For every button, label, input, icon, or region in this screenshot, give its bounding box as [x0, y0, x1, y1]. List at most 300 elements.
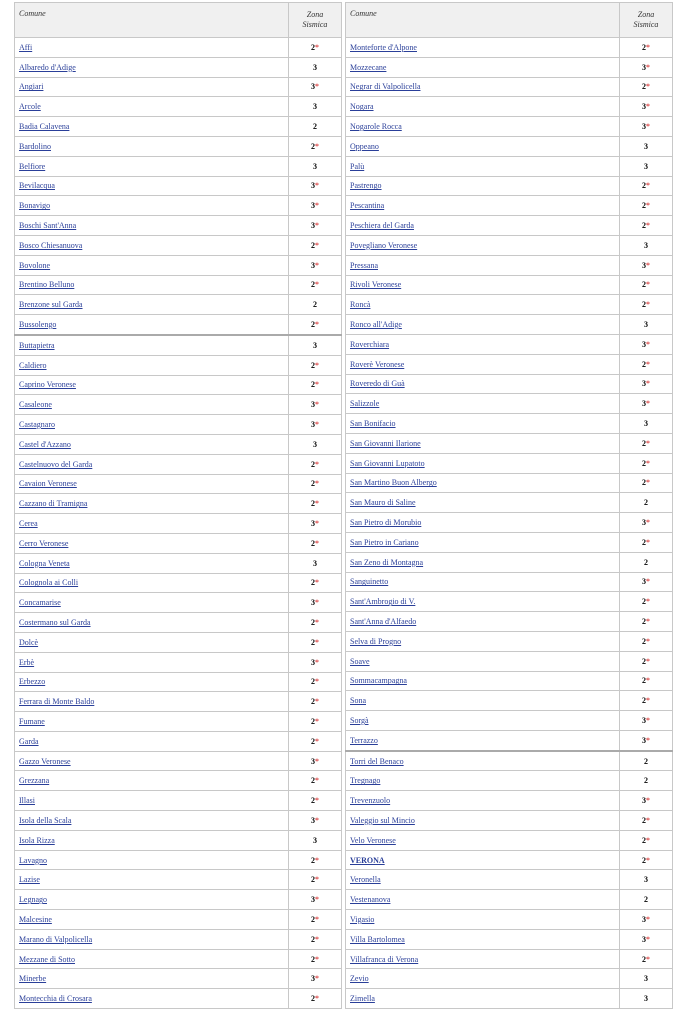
zona-sismica-cell [289, 712, 342, 732]
zone-value: 3 [642, 518, 646, 528]
comune-cell [346, 453, 620, 473]
comune-link[interactable]: Cavaion Veronese [19, 479, 77, 489]
zone-value: 2 [311, 934, 315, 944]
zone-asterisk: * [315, 380, 319, 390]
comune-cell [346, 334, 620, 354]
comune-cell [346, 176, 620, 196]
comune-link[interactable]: Badia Calavena [19, 122, 70, 132]
table-row [15, 315, 342, 335]
comune-link[interactable]: Cazzano di Tramigna [19, 499, 88, 509]
zona-sismica-cell [620, 552, 673, 572]
table-row [15, 514, 342, 534]
comune-link[interactable]: Trevenzuolo [350, 796, 391, 806]
zona-sismica-cell [620, 156, 673, 176]
comune-cell [346, 295, 620, 315]
comune-link[interactable]: Castel d'Azzano [19, 439, 71, 449]
zona-sismica-cell [289, 315, 342, 335]
zone-value: 2 [311, 479, 315, 489]
table-row [15, 771, 342, 791]
table-row [346, 929, 673, 949]
zone-asterisk: * [315, 598, 319, 608]
comune-link[interactable]: Concamarise [19, 598, 61, 608]
zone-value: 2 [311, 716, 315, 726]
table-row [15, 395, 342, 415]
table-row [346, 850, 673, 870]
zona-sismica-cell [620, 493, 673, 513]
zona-sismica-cell [620, 196, 673, 216]
comune-link[interactable]: Illasi [19, 796, 35, 806]
zone-value: 3 [642, 339, 646, 349]
zone-value: 2 [311, 240, 315, 250]
table-row [346, 315, 673, 335]
zona-sismica-cell [289, 751, 342, 771]
zone-asterisk: * [646, 221, 650, 231]
comune-link[interactable]: Lavagno [19, 855, 47, 865]
zona-sismica-cell [620, 791, 673, 811]
comune-link[interactable]: Caldiero [19, 360, 47, 370]
comune-cell [15, 355, 289, 375]
table-row [346, 969, 673, 989]
zone-asterisk: * [315, 815, 319, 825]
zone-value: 2 [642, 280, 646, 290]
header-comune: Comune [15, 3, 289, 38]
table-row [15, 434, 342, 454]
zona-sismica-cell [289, 870, 342, 890]
zone-asterisk: * [646, 815, 650, 825]
zone-value: 2 [642, 478, 646, 488]
zona-sismica-cell [289, 692, 342, 712]
zone-value: 3 [311, 82, 315, 92]
zone-asterisk: * [646, 518, 650, 528]
comune-cell [346, 394, 620, 414]
table-row [346, 870, 673, 890]
table-row [346, 77, 673, 97]
comune-cell [346, 969, 620, 989]
comune-link[interactable]: Malcesine [19, 914, 52, 924]
comune-link[interactable]: Belfiore [19, 161, 46, 171]
zone-asterisk: * [315, 677, 319, 687]
comune-cell [346, 751, 620, 771]
zone-value: 3 [642, 914, 646, 924]
comune-cell [15, 295, 289, 315]
comune-cell [15, 949, 289, 969]
comune-link[interactable]: Casaleone [19, 400, 52, 410]
zone-value: 2 [313, 122, 317, 132]
comune-cell [15, 97, 289, 117]
comune-cell [346, 552, 620, 572]
zona-sismica-cell [289, 57, 342, 77]
comune-link[interactable]: Bardolino [19, 141, 51, 151]
comune-cell [15, 136, 289, 156]
zone-asterisk: * [315, 260, 319, 270]
table-row [15, 791, 342, 811]
zone-value: 2 [311, 618, 315, 627]
header-zona-sismica: Zona Sismica [620, 3, 673, 38]
comune-link[interactable]: Cerro Veronese [19, 538, 69, 548]
comune-link[interactable]: Selva di Progno [350, 636, 402, 646]
comune-link[interactable]: Affi [19, 42, 33, 52]
comune-link[interactable]: Velo Veronese [350, 835, 396, 845]
comune-cell [15, 454, 289, 474]
zona-sismica-cell [620, 117, 673, 137]
zona-sismica-cell [289, 255, 342, 275]
comune-link[interactable]: Rivoli Veronese [350, 280, 402, 290]
zona-sismica-cell [620, 453, 673, 473]
comune-cell [15, 514, 289, 534]
comune-link[interactable]: Pastrengo [350, 181, 382, 191]
zone-asterisk: * [646, 82, 650, 92]
comune-link[interactable]: Colognola ai Colli [19, 578, 79, 588]
table-row [15, 969, 342, 989]
zone-value: 2 [311, 697, 315, 707]
zone-value: 2 [311, 459, 315, 469]
zona-sismica-cell [620, 473, 673, 493]
comune-link[interactable]: Villafranca di Verona [350, 954, 419, 964]
table-row [346, 414, 673, 434]
zona-sismica-cell [620, 334, 673, 354]
zone-asterisk: * [315, 776, 319, 786]
comune-cell [15, 870, 289, 890]
zone-asterisk: * [315, 618, 319, 627]
zona-sismica-cell [620, 216, 673, 236]
table-row [346, 216, 673, 236]
comune-link[interactable]: Villa Bartolomea [350, 934, 405, 944]
comune-link[interactable]: Sona [350, 696, 366, 706]
zone-value: 2 [642, 359, 646, 369]
zone-value: 2 [311, 637, 315, 647]
zone-value: 3 [313, 439, 317, 449]
table-row [15, 494, 342, 514]
table-row [346, 354, 673, 374]
comune-link[interactable]: Arcole [19, 102, 41, 112]
zone-value: 2 [642, 438, 646, 448]
comune-cell [346, 830, 620, 850]
comune-link[interactable]: VERONA [350, 855, 385, 865]
comune-link[interactable]: San Zeno di Montagna [350, 557, 424, 567]
comune-link[interactable]: Tregnago [350, 776, 381, 786]
comune-cell [15, 156, 289, 176]
comune-link[interactable]: Monteforte d'Alpone [350, 42, 417, 52]
comune-cell [15, 929, 289, 949]
zona-sismica-cell [620, 315, 673, 335]
comune-link[interactable]: Grezzana [19, 776, 50, 786]
zone-value: 3 [311, 201, 315, 211]
zona-sismica-cell [620, 255, 673, 275]
comune-link[interactable]: Erbè [19, 657, 35, 667]
comune-link[interactable]: Terrazzo [350, 735, 378, 745]
zone-value: 2 [644, 776, 648, 786]
zone-value: 2 [642, 537, 646, 547]
comune-link[interactable]: San Pietro di Morubio [350, 518, 422, 528]
comune-cell [346, 711, 620, 731]
comune-link[interactable]: Vigasio [350, 914, 375, 924]
zone-asterisk: * [646, 577, 650, 587]
zona-sismica-cell [620, 235, 673, 255]
comune-link[interactable]: Legnago [19, 895, 47, 905]
comune-link[interactable]: Bevilacqua [19, 181, 55, 191]
zone-value: 3 [311, 420, 315, 430]
comune-link[interactable]: Marano di Valpolicella [19, 934, 93, 944]
comune-link[interactable]: Cerea [19, 519, 38, 529]
comune-link[interactable]: Roverè Veronese [350, 359, 405, 369]
comune-link[interactable]: Veronella [350, 875, 381, 885]
header-comune: Comune [346, 3, 620, 38]
table-row [15, 632, 342, 652]
zone-value: 2 [642, 82, 646, 92]
comune-link[interactable]: San Martino Buon Albergo [350, 478, 437, 488]
table-row [15, 949, 342, 969]
zona-sismica-cell [620, 394, 673, 414]
zone-value: 3 [311, 895, 315, 905]
table-row [15, 216, 342, 236]
comune-link[interactable]: San Pietro in Cariano [350, 537, 419, 547]
comune-cell [15, 830, 289, 850]
zona-sismica-cell [620, 671, 673, 691]
comune-link[interactable]: Vestenanova [350, 895, 391, 905]
zona-sismica-cell [620, 751, 673, 771]
comune-link[interactable]: Mezzane di Sotto [19, 954, 75, 964]
comune-link[interactable]: Roncà [350, 300, 371, 310]
comune-link[interactable]: Lazise [19, 875, 40, 885]
comune-link[interactable]: Peschiera del Garda [350, 221, 414, 231]
zone-asterisk: * [646, 696, 650, 706]
zone-asterisk: * [646, 735, 650, 745]
comune-link[interactable]: Negrar di Valpolicella [350, 82, 421, 92]
comune-link[interactable]: Montecchia di Crosara [19, 994, 92, 1004]
comune-link[interactable]: Dolcè [19, 637, 39, 647]
table-row [15, 533, 342, 553]
zone-value: 2 [311, 499, 315, 509]
comune-link[interactable]: Ronco all'Adige [350, 320, 402, 330]
comune-cell [346, 433, 620, 453]
comune-link[interactable]: Palù [350, 161, 365, 171]
comune-link[interactable]: San Mauro di Saline [350, 498, 416, 508]
zona-sismica-cell [289, 77, 342, 97]
zone-value: 2 [311, 380, 315, 390]
comune-link[interactable]: San Giovanni Ilarione [350, 438, 421, 448]
comune-link[interactable]: Sant'Ambrogio di V. [350, 597, 416, 607]
comune-link[interactable]: San Bonifacio [350, 419, 396, 429]
zone-asterisk: * [646, 280, 650, 290]
zone-value: 2 [644, 498, 648, 508]
comune-link[interactable]: Torri del Benaco [350, 756, 404, 766]
zone-value: 2 [311, 875, 315, 885]
comune-link[interactable]: Buttapietra [19, 340, 55, 350]
zone-value: 2 [311, 736, 315, 746]
comune-cell [15, 196, 289, 216]
table-row [346, 910, 673, 930]
comune-link[interactable]: Cologna Veneta [19, 558, 70, 568]
zone-value: 2 [642, 656, 646, 666]
table-header [15, 3, 342, 38]
zona-sismica-cell [620, 989, 673, 1009]
zone-value: 3 [642, 102, 646, 112]
comune-link[interactable]: Roveredo di Guà [350, 379, 405, 389]
zona-sismica-cell [620, 631, 673, 651]
comune-cell [15, 255, 289, 275]
zona-sismica-cell [620, 612, 673, 632]
comune-link[interactable]: Pressana [350, 260, 378, 270]
zona-sismica-cell [289, 136, 342, 156]
table-row [346, 275, 673, 295]
zona-sismica-cell [289, 196, 342, 216]
comune-link[interactable]: Bosco Chiesanuova [19, 240, 83, 250]
zone-asterisk: * [646, 359, 650, 369]
comune-link[interactable]: Isola Rizza [19, 835, 55, 845]
comune-cell [15, 117, 289, 137]
zone-value: 2 [644, 557, 648, 567]
comune-link[interactable]: Castelnuovo del Garda [19, 459, 93, 469]
zone-value: 3 [313, 340, 317, 350]
zone-value: 3 [644, 974, 648, 984]
zona-sismica-cell [620, 969, 673, 989]
comune-link[interactable]: Soave [350, 656, 370, 666]
comune-link[interactable]: Valeggio sul Mincio [350, 815, 415, 825]
comune-cell [15, 235, 289, 255]
comuni-table-right [345, 2, 673, 1009]
zone-value: 3 [313, 835, 317, 845]
table-row [15, 553, 342, 573]
comune-link[interactable]: Albaredo d'Adige [19, 62, 76, 72]
zone-value: 3 [313, 62, 317, 72]
comune-cell [346, 315, 620, 335]
table-row [346, 771, 673, 791]
zone-asterisk: * [646, 597, 650, 607]
table-row [346, 394, 673, 414]
comune-link[interactable]: Brentino Belluno [19, 280, 75, 290]
zona-sismica-cell [289, 474, 342, 494]
zona-sismica-cell [289, 156, 342, 176]
zone-value: 2 [311, 578, 315, 588]
comune-cell [15, 275, 289, 295]
table-row [346, 671, 673, 691]
zona-sismica-cell [289, 731, 342, 751]
comune-link[interactable]: Sant'Anna d'Alfaedo [350, 617, 417, 626]
comune-link[interactable]: Boschi Sant'Anna [19, 221, 77, 231]
comune-cell [346, 631, 620, 651]
comune-link[interactable]: Bonavigo [19, 201, 51, 211]
comune-cell [346, 77, 620, 97]
comune-link[interactable]: Pescantina [350, 201, 385, 211]
comune-cell [15, 989, 289, 1009]
table-row [346, 572, 673, 592]
comune-link[interactable]: Castagnaro [19, 420, 55, 430]
zone-asterisk: * [646, 181, 650, 191]
comune-cell [15, 77, 289, 97]
comune-link[interactable]: Gazzo Veronese [19, 756, 71, 766]
comune-cell [346, 156, 620, 176]
zone-asterisk: * [646, 954, 650, 964]
comune-cell [15, 672, 289, 692]
comune-link[interactable]: Sorgà [350, 715, 369, 725]
comune-link[interactable]: Nogarole Rocca [350, 122, 402, 132]
comune-link[interactable]: Zevio [350, 974, 369, 984]
comune-link[interactable]: Garda [19, 736, 39, 746]
comune-cell [346, 136, 620, 156]
zona-sismica-cell [620, 730, 673, 750]
zona-sismica-cell [289, 275, 342, 295]
table-row [346, 38, 673, 58]
zone-value: 3 [311, 221, 315, 231]
comune-link[interactable]: Sanguinetto [350, 577, 389, 587]
comune-link[interactable]: Sommacampagna [350, 676, 407, 686]
zone-asterisk: * [646, 102, 650, 112]
comune-cell [15, 335, 289, 355]
table-row [346, 433, 673, 453]
comune-link[interactable]: Mozzecane [350, 62, 387, 72]
comune-link[interactable]: Oppeano [350, 141, 379, 151]
comune-link[interactable]: Isola della Scala [19, 815, 72, 825]
table-body-left [15, 38, 342, 1009]
comune-link[interactable]: Ferrara di Monte Baldo [19, 697, 95, 707]
comune-cell [346, 414, 620, 434]
zona-sismica-cell [620, 176, 673, 196]
comune-link[interactable]: Caprino Veronese [19, 380, 76, 390]
zone-asterisk: * [315, 855, 319, 865]
comune-link[interactable]: Fumane [19, 716, 45, 726]
comune-link[interactable]: Zimella [350, 994, 375, 1004]
comune-cell [346, 949, 620, 969]
table-row [15, 77, 342, 97]
comune-link[interactable]: Erbezzo [19, 677, 46, 687]
zona-sismica-cell [620, 136, 673, 156]
table-row [346, 631, 673, 651]
zone-asterisk: * [315, 479, 319, 489]
comune-link[interactable]: Roverchiara [350, 339, 390, 349]
zone-asterisk: * [646, 62, 650, 72]
zone-value: 3 [642, 260, 646, 270]
comune-link[interactable]: Angiari [19, 82, 44, 92]
comune-link[interactable]: Minerbe [19, 974, 47, 984]
zona-sismica-cell [620, 949, 673, 969]
zona-sismica-cell [289, 771, 342, 791]
zone-asterisk: * [315, 934, 319, 944]
zona-sismica-cell [289, 811, 342, 831]
zone-value: 2 [642, 458, 646, 468]
comune-cell [346, 850, 620, 870]
comune-link[interactable]: Bussolengo [19, 320, 57, 330]
zone-asterisk: * [315, 201, 319, 211]
zona-sismica-cell [289, 652, 342, 672]
comune-link[interactable]: Costermano sul Garda [19, 618, 91, 627]
comune-link[interactable]: San Giovanni Lupatoto [350, 458, 425, 468]
comune-cell [346, 57, 620, 77]
zone-asterisk: * [646, 537, 650, 547]
table-row [346, 552, 673, 572]
zone-value: 2 [311, 141, 315, 151]
zone-value: 3 [644, 141, 648, 151]
zona-sismica-cell [620, 354, 673, 374]
zona-sismica-cell [289, 850, 342, 870]
zone-asterisk: * [315, 42, 319, 52]
table-row [15, 176, 342, 196]
zona-sismica-cell [289, 969, 342, 989]
comune-cell [346, 275, 620, 295]
comune-link[interactable]: Nogara [350, 102, 374, 112]
zone-value: 3 [311, 598, 315, 608]
zona-sismica-cell [289, 989, 342, 1009]
zone-value: 2 [642, 617, 646, 626]
comune-link[interactable]: Bovolone [19, 260, 51, 270]
comune-cell [346, 730, 620, 750]
comune-link[interactable]: Salizzole [350, 399, 380, 409]
zone-asterisk: * [315, 697, 319, 707]
comune-link[interactable]: Brenzone sul Garda [19, 300, 83, 310]
zone-value: 3 [644, 994, 648, 1004]
comune-link[interactable]: Povegliano Veronese [350, 240, 418, 250]
zone-value: 3 [642, 399, 646, 409]
zona-sismica-cell [620, 532, 673, 552]
